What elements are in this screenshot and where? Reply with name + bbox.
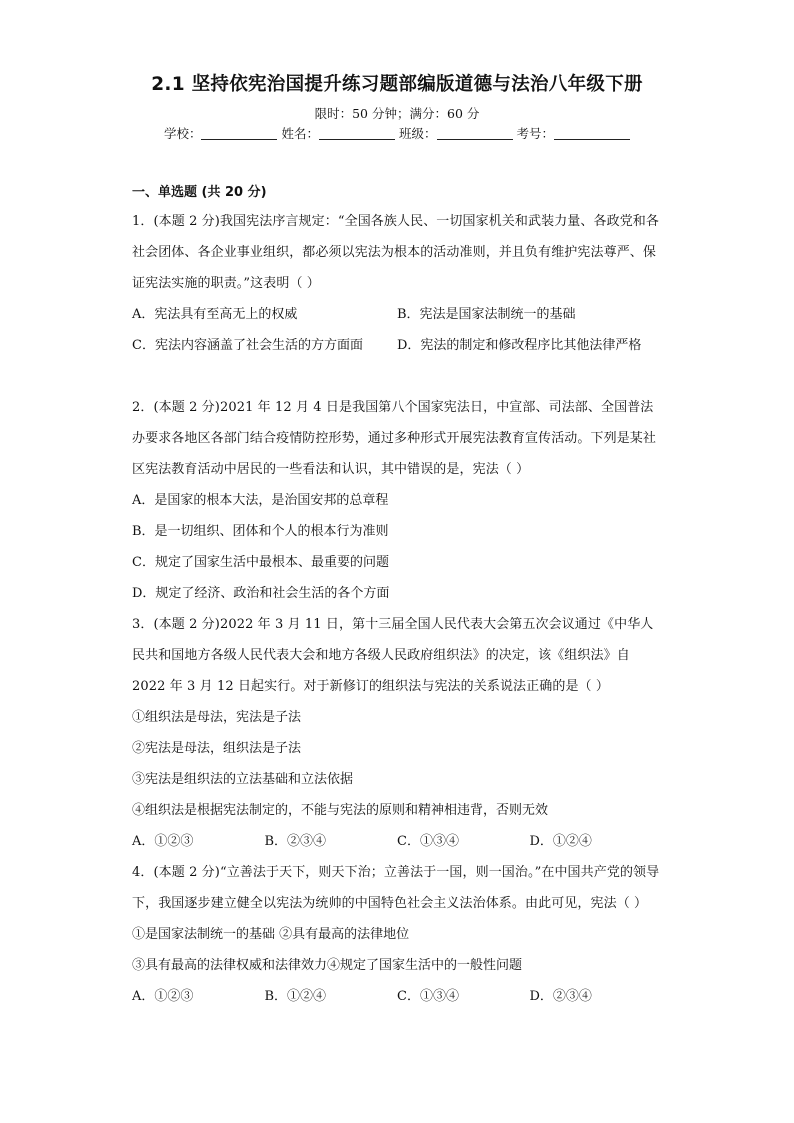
student-info-row	[0, 124, 794, 142]
section-title: 一、单选题 (共 20 分)	[132, 185, 267, 200]
question-2-option-d[interactable]: D．规定了经济、政治和社会生活的各个方面	[132, 586, 390, 601]
question-1-options-row-2	[132, 330, 662, 361]
question-3-option-b[interactable]: B．②③④	[264, 834, 327, 849]
question-3-option-a[interactable]: A．①②③	[132, 834, 194, 849]
question-3-item-4: ④组织法是根据宪法制定的，不能与宪法的原则和精神相违背，否则无效	[132, 803, 549, 818]
question-1-option-a[interactable]: A．宪法具有至高无上的权威	[132, 307, 298, 322]
question-3-item-2: ②宪法是母法，组织法是子法	[132, 741, 302, 756]
question-4-option-b[interactable]: B．①②④	[264, 989, 327, 1004]
question-2-option-b[interactable]: B．是一切组织、团体和个人的根本行为准则	[132, 524, 389, 539]
question-2-option-a[interactable]: A．是国家的根本大法，是治国安邦的总章程	[132, 493, 389, 508]
question-content	[132, 180, 662, 1012]
question-3-text: 3．(本题 2 分)2022 年 3 月 11 日，第十三届全国人民代表大会第五次会议通过《中华人民共和国地方各级人民代表大会和地方各级人民政府组织法》的决定，该《组织法》自 2022 年 3 月 12 日起实行。对于新修订的组织法与宪法的关系说法正确的是（ ）	[132, 617, 654, 694]
question-1-options-row-1	[132, 299, 662, 330]
school-label: 学校：	[163, 126, 202, 141]
question-1-option-d[interactable]: D．宪法的制定和修改程序比其他法律严格	[397, 338, 642, 353]
question-3-options	[132, 826, 662, 857]
question-3-option-d[interactable]: D．①②④	[529, 834, 592, 849]
question-3-option-c[interactable]: C．①③④	[397, 834, 459, 849]
question-4-option-d[interactable]: D．②③④	[529, 989, 592, 1004]
exam-no-label: 考号：	[516, 126, 555, 141]
question-4-option-c[interactable]: C．①③④	[397, 989, 459, 1004]
question-3-item-1: ①组织法是母法，宪法是子法	[132, 710, 302, 725]
question-4-option-a[interactable]: A．①②③	[132, 989, 194, 1004]
page-title: 2.1 坚持依宪治国提升练习题部编版道德与法治八年级下册	[151, 74, 643, 95]
question-4-options	[132, 981, 662, 1012]
question-1-text: 1．(本题 2 分)我国宪法序言规定：“全国各族人民、一切国家机关和武装力量、各政党和各社会团体、各企业事业组织，都必须以宪法为根本的活动准则，并且负有维护宪法尊严、保证宪法实施的职责。”这表明（ ）	[132, 214, 659, 291]
school-blank[interactable]	[201, 127, 277, 140]
question-2-text: 2．(本题 2 分)2021 年 12 月 4 日是我国第八个国家宪法日，中宣部、司法部、全国普法办要求各地区各部门结合疫情防控形势，通过多种形式开展宪法教育宣传活动。下列是某社区宪法教育活动中居民的一些看法和认识，其中错误的是，宪法（ ）	[132, 400, 657, 477]
question-1-option-b[interactable]: B．宪法是国家法制统一的基础	[397, 307, 576, 322]
question-4-item-1: ①是国家法制统一的基础 ②具有最高的法律地位	[132, 927, 410, 942]
question-4-item-2: ③具有最高的法律权威和法律效力④规定了国家生活中的一般性问题	[132, 958, 523, 973]
class-blank[interactable]	[437, 127, 513, 140]
question-1-option-c[interactable]: C．宪法内容涵盖了社会生活的方方面面	[132, 338, 363, 353]
name-blank[interactable]	[319, 127, 395, 140]
name-label: 姓名：	[281, 126, 319, 141]
question-2-option-c[interactable]: C．规定了国家生活中最根本、最重要的问题	[132, 555, 389, 570]
exam-no-blank[interactable]	[554, 127, 630, 140]
question-3-item-3: ③宪法是组织法的立法基础和立法依据	[132, 772, 354, 787]
question-4-text: 4．(本题 2 分)“立善法于天下，则天下治；立善法于一国，则一国治。”在中国共产党的领导下，我国逐步建立健全以宪法为统帅的中国特色社会主义法治体系。由此可见，宪法（ ）	[132, 865, 660, 911]
class-label: 班级：	[399, 126, 437, 141]
time-score-limits: 限时：50 分钟；满分：60 分	[314, 106, 480, 121]
